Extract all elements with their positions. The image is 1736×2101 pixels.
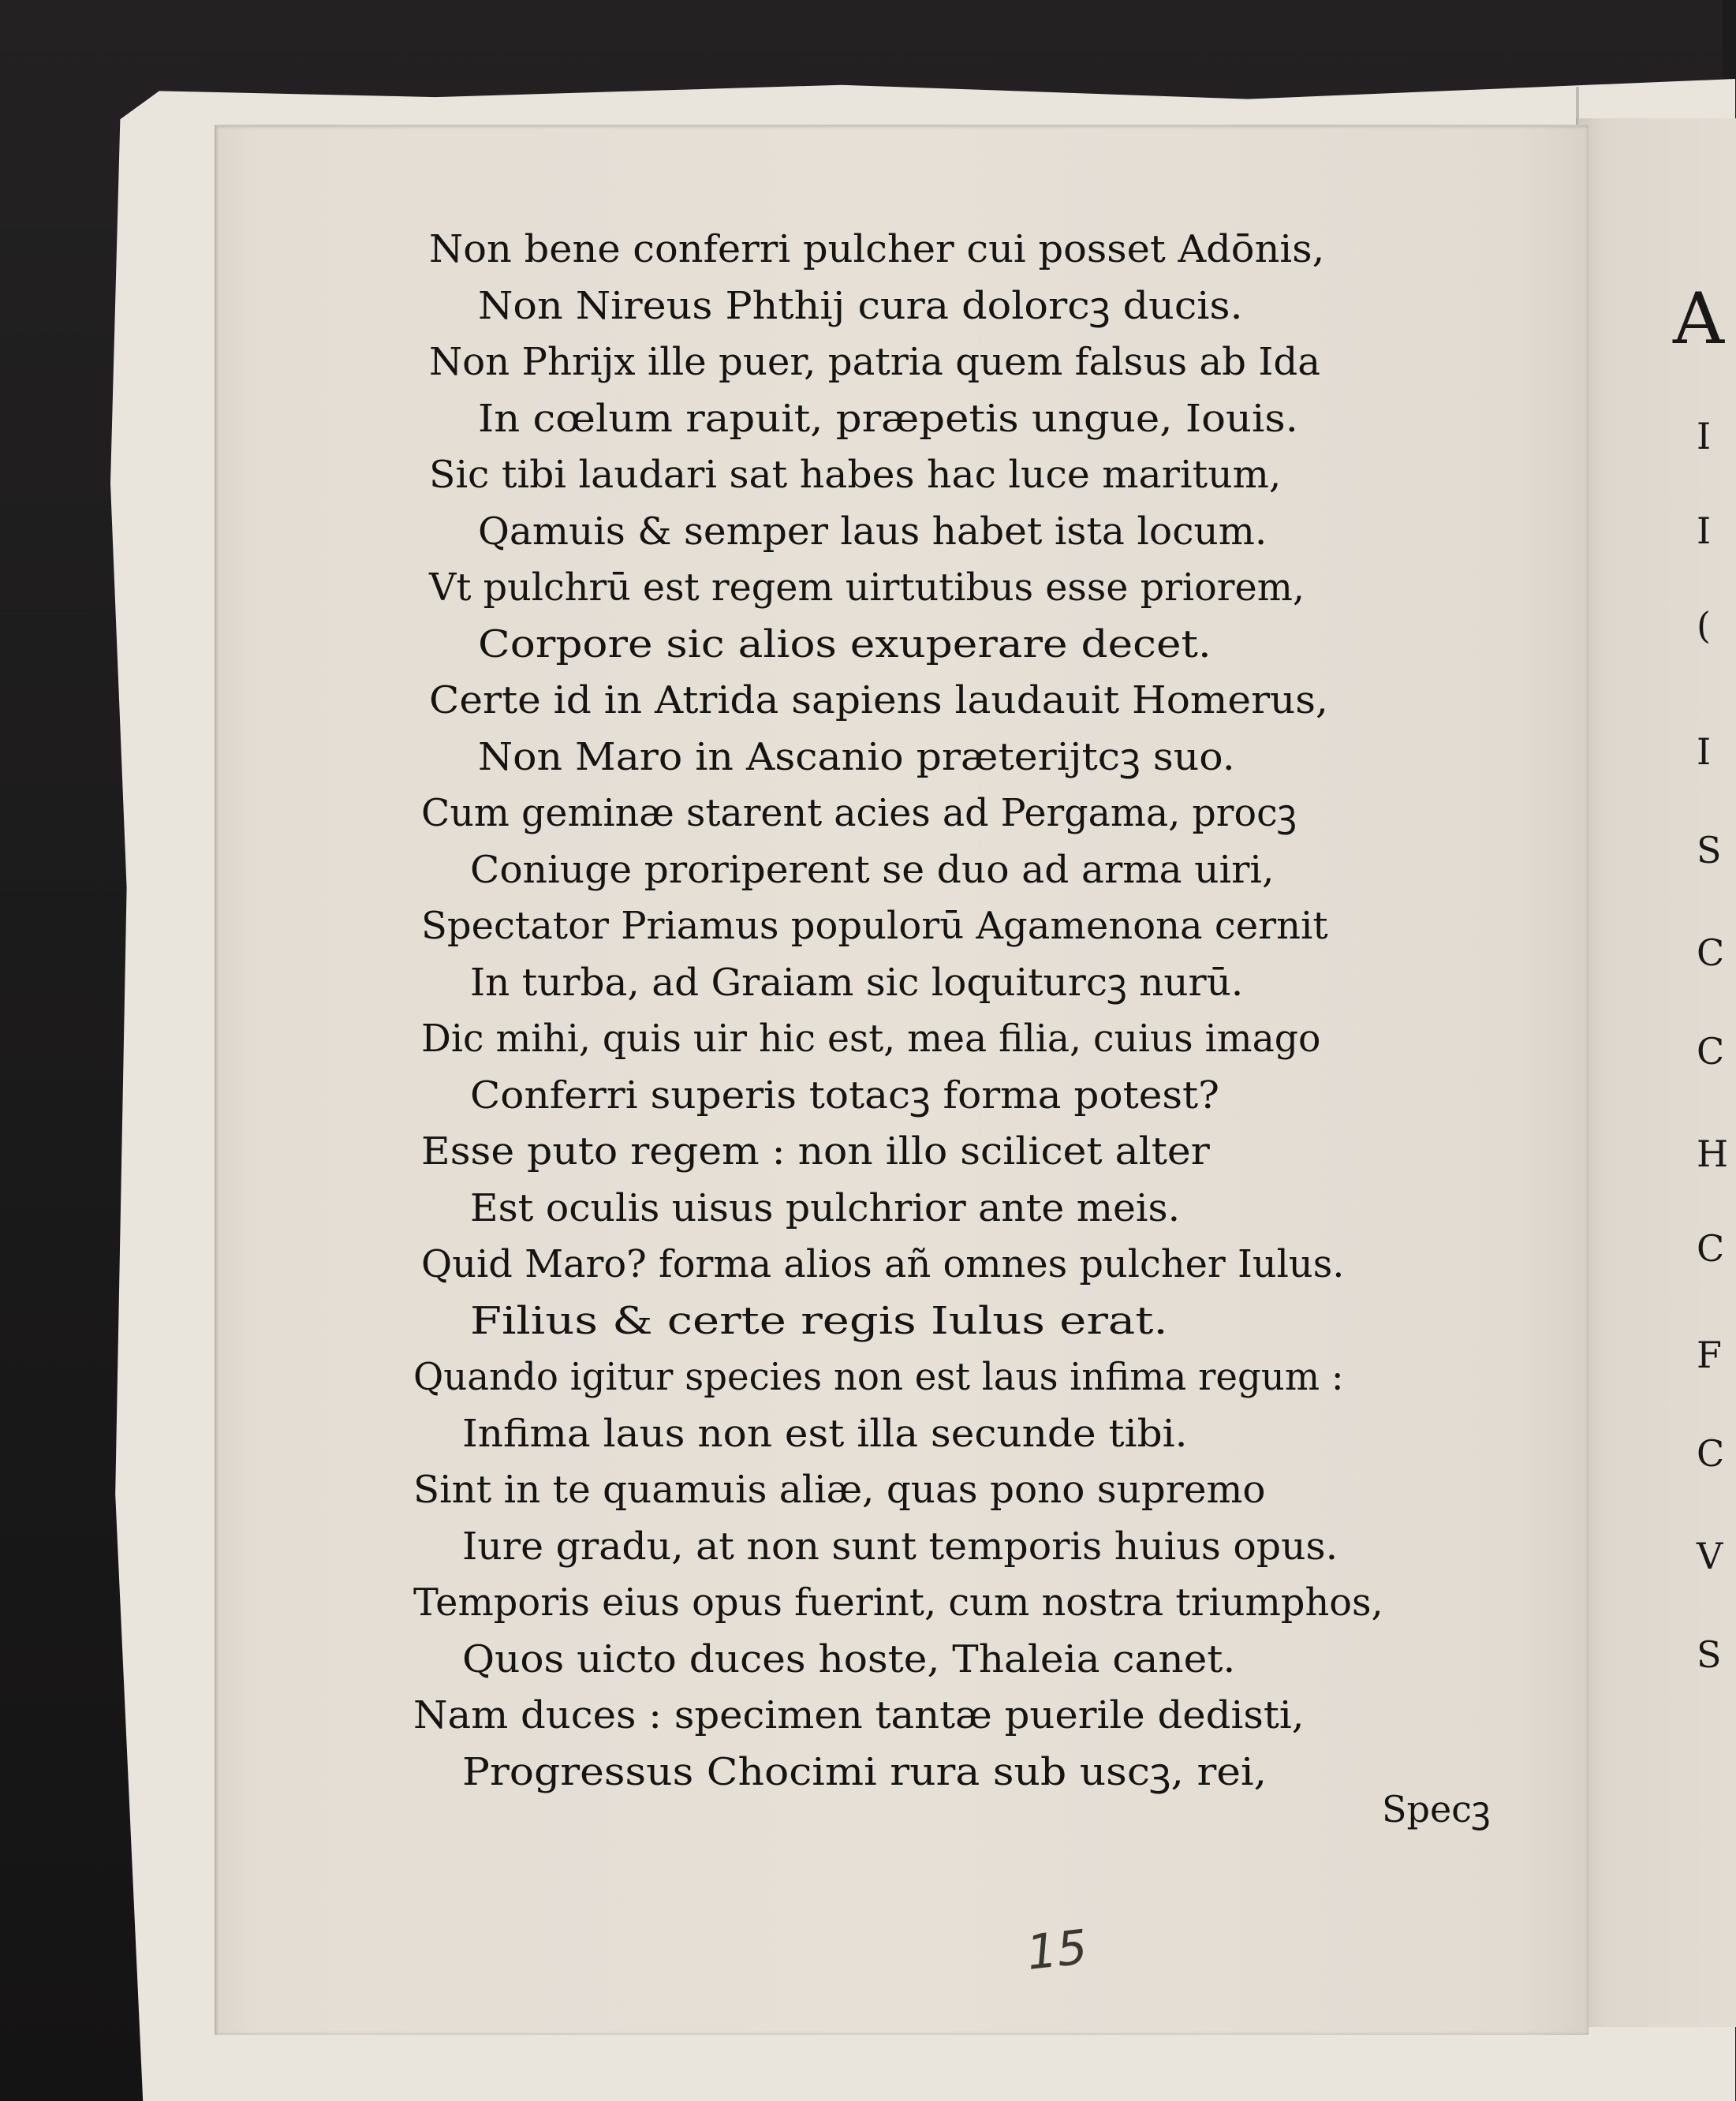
facing-page-letter: S [1697, 1633, 1722, 1676]
verse-line: Spectator Priamus populorū Agamenona cernit [421, 904, 1328, 948]
verse-line: Non Maro in Ascanio præterijtcꝫ suo. [478, 735, 1235, 779]
verse-line: Cum geminæ starent acies ad Pergama, procꝫ [421, 791, 1297, 835]
verse-line: Filius & certe regis Iulus erat. [470, 1299, 1168, 1343]
verse-line: Corpore sic alios exuperare decet. [478, 622, 1211, 666]
facing-page-letter: C [1697, 931, 1725, 974]
verse-line: Iure gradu, at non sunt temporis huius opus. [462, 1524, 1338, 1569]
verse-line: Infima laus non est illa secunde tibi. [462, 1412, 1188, 1456]
verse-line: Nam duces : specimen tantæ puerile dedisti, [413, 1693, 1305, 1737]
verse-line: Quid Maro? forma alios añ omnes pulcher Iulus. [421, 1242, 1345, 1286]
verse-line: Coniuge proriperent se duo ad arma uiri, [470, 848, 1275, 892]
verse-line: In cœlum rapuit, præpetis ungue, Iouis. [478, 397, 1298, 441]
verse-line: Sic tibi laudari sat habes hac luce maritum, [429, 453, 1282, 497]
facing-page-letter: C [1697, 1432, 1725, 1475]
verse-line: Sint in te quamuis aliæ, quas pono supremo [413, 1468, 1266, 1512]
verse-line: Non bene conferri pulcher cui posset Adōnis, [429, 227, 1325, 271]
facing-page-letter: H [1697, 1133, 1729, 1175]
verse-line: Quos uicto duces hoste, Thaleia canet. [462, 1637, 1236, 1681]
verse-line: Temporis eius opus fuerint, cum nostra triumphos, [413, 1580, 1383, 1625]
verse-line: Non Nireus Phthij cura dolorcꝫ ducis. [478, 284, 1243, 328]
facing-page-letter: C [1697, 1227, 1725, 1270]
verse-line: Esse puto regem : non illo scilicet alter [421, 1129, 1210, 1174]
facing-page-letter: I [1697, 730, 1712, 773]
verse-line: Certe id in Atrida sapiens laudauit Homerus, [429, 678, 1328, 722]
verse-line: In turba, ad Graiam sic loquiturcꝫ nurū. [470, 961, 1244, 1005]
facing-page-letter: V [1697, 1535, 1723, 1577]
facing-page-letter: F [1697, 1334, 1722, 1376]
verse-line: Non Phrijx ille puer, patria quem falsus ab Ida [429, 340, 1320, 384]
facing-page-letter: I [1697, 415, 1712, 457]
facing-page-letter: A [1673, 278, 1724, 360]
verse-line: Vt pulchrū est regem uirtutibus esse priorem, [429, 565, 1305, 610]
verse-line: Progressus Chocimi rura sub uscꝫ, rei, [462, 1750, 1267, 1794]
facing-page-letter: C [1697, 1030, 1725, 1073]
facing-page-edge [1576, 118, 1736, 2027]
verse-line: Est oculis uisus pulchrior ante meis. [470, 1186, 1181, 1230]
verse-line: Qamuis & semper laus habet ista locum. [478, 509, 1267, 554]
verse-line: Dic mihi, quis uir hic est, mea filia, cuius imago [421, 1017, 1321, 1061]
facing-page-letter: ( [1697, 604, 1711, 647]
handwritten-folio-number: 15 [1024, 1920, 1090, 1981]
catchword: Specꝫ [1382, 1788, 1491, 1830]
printed-page [215, 125, 1589, 2035]
facing-page-letter: S [1697, 829, 1722, 871]
verse-line: Quando igitur species non est laus infima regum : [413, 1355, 1344, 1399]
verse-line: Conferri superis totacꝫ forma potest? [470, 1073, 1219, 1118]
facing-page-letter: I [1697, 509, 1712, 552]
